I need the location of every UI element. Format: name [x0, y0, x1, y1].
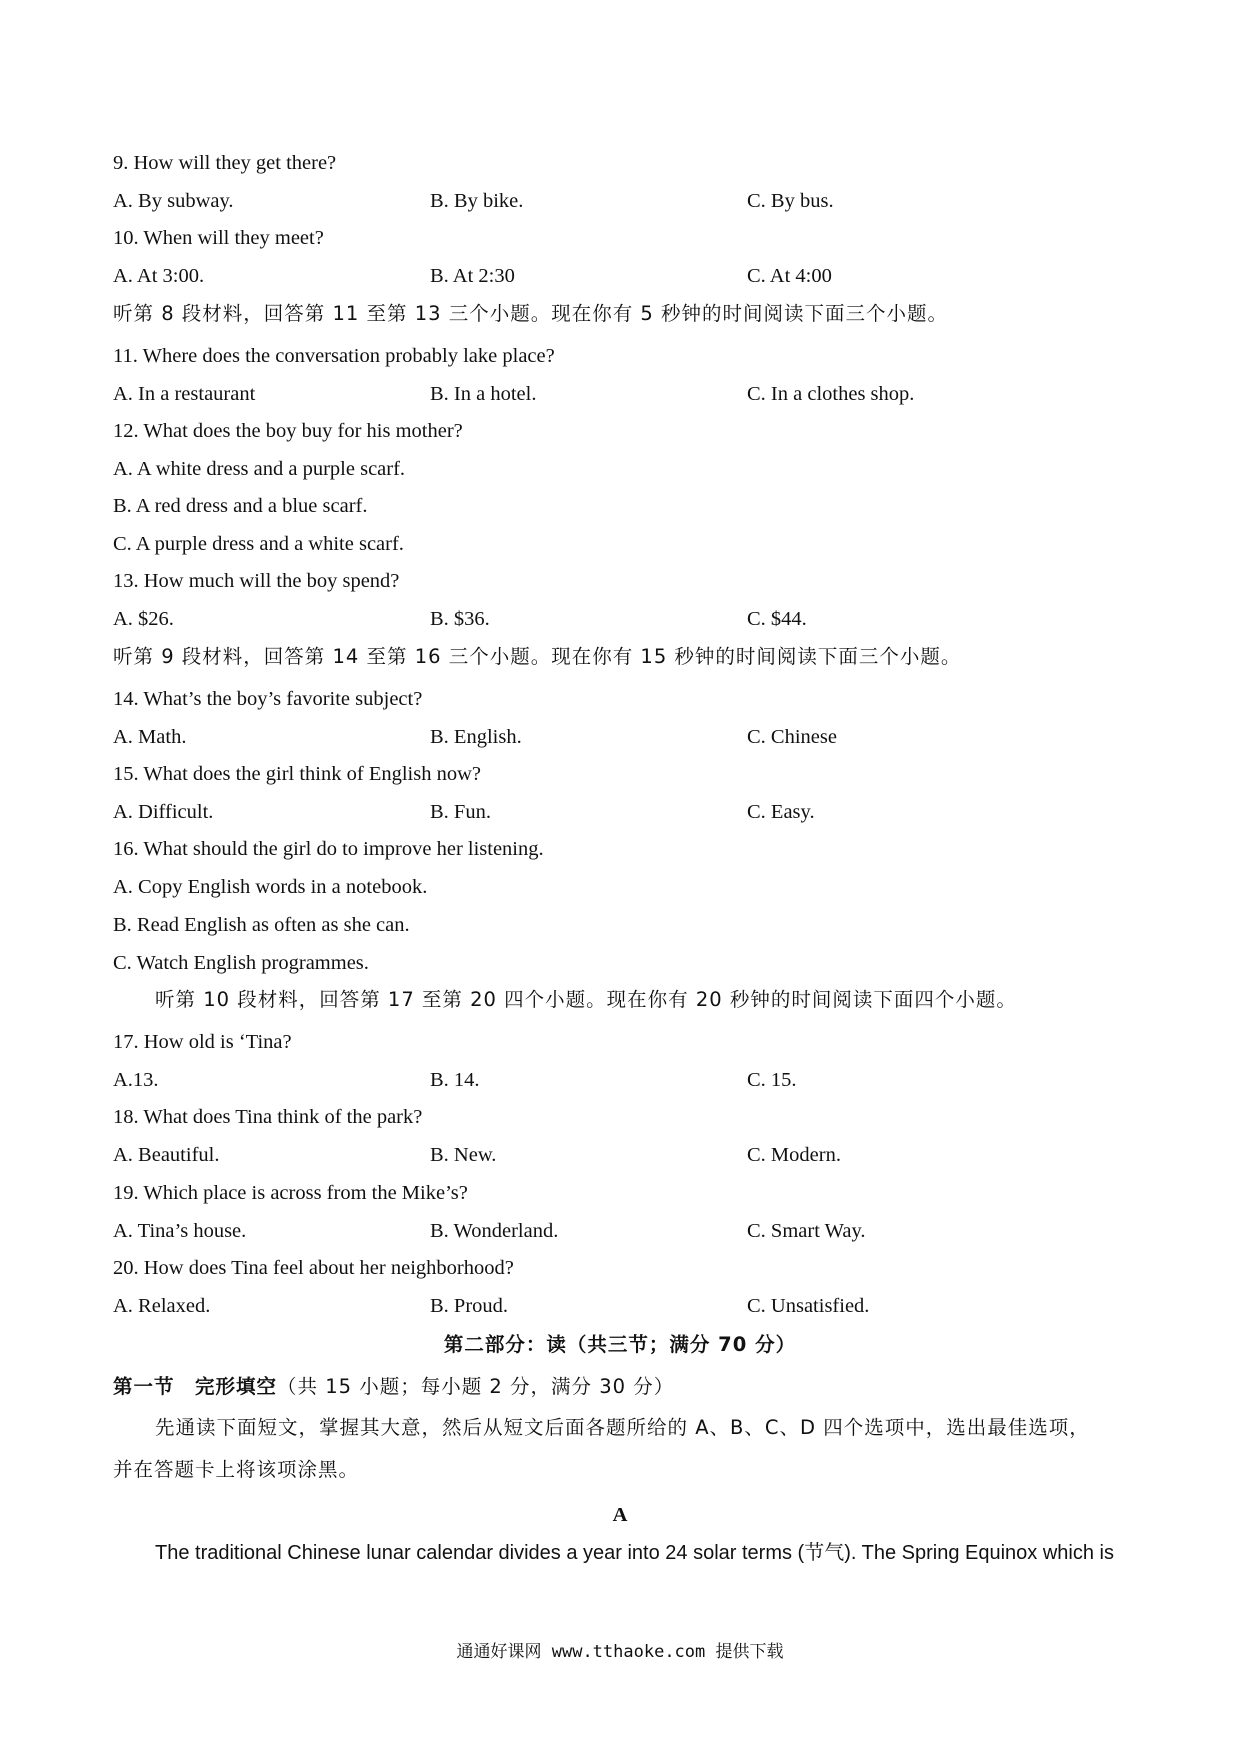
q16-option-c: C. Watch English programmes. — [113, 952, 369, 974]
q15-option-c: C. Easy. — [747, 801, 815, 823]
question-20: 20. How does Tina feel about her neighborhood? — [113, 1257, 514, 1279]
q14-option-b: B. English. — [430, 726, 522, 748]
question-9: 9. How will they get there? — [113, 152, 337, 174]
directions-line-2: 并在答题卡上将该项涂黑。 — [113, 1458, 360, 1481]
q16-option-b: B. Read English as often as she can. — [113, 914, 410, 936]
q19-option-a: A. Tina’s house. — [113, 1220, 247, 1242]
q9-option-a: A. By subway. — [113, 190, 234, 212]
q18-option-c: C. Modern. — [747, 1144, 841, 1166]
q13-option-c: C. $44. — [747, 608, 807, 630]
q12-option-c: C. A purple dress and a white scarf. — [113, 533, 404, 555]
q18-option-b: B. New. — [430, 1144, 497, 1166]
question-16: 16. What should the girl do to improve her listening. — [113, 838, 544, 860]
question-13: 13. How much will the boy spend? — [113, 570, 400, 592]
q20-option-c: C. Unsatisfied. — [747, 1295, 870, 1317]
q14-option-a: A. Math. — [113, 726, 187, 748]
section-one-heading — [113, 1374, 674, 1400]
q17-option-c: C. 15. — [747, 1069, 797, 1091]
q18-option-a: A. Beautiful. — [113, 1144, 220, 1166]
passage-a-line-1: The traditional Chinese lunar calendar divides a year into 24 solar terms (节气). The Spring Equinox which is — [155, 1542, 1114, 1564]
q12-option-b: B. A red dress and a blue scarf. — [113, 495, 368, 517]
q14-option-c: C. Chinese — [747, 726, 837, 748]
q11-option-c: C. In a clothes shop. — [747, 383, 915, 405]
q11-option-a: A. In a restaurant — [113, 383, 256, 405]
q9-option-b: B. By bike. — [430, 190, 524, 212]
q20-option-b: B. Proud. — [430, 1295, 509, 1317]
q9-option-c: C. By bus. — [747, 190, 834, 212]
q15-option-b: B. Fun. — [430, 801, 491, 823]
question-11: 11. Where does the conversation probably lake place? — [113, 345, 555, 367]
q17-option-a: A.13. — [113, 1069, 159, 1091]
q10-option-a: A. At 3:00. — [113, 265, 205, 287]
q11-option-b: B. In a hotel. — [430, 383, 537, 405]
part-two-title: 第二部分：读（共三节；满分 70 分） — [443, 1333, 797, 1356]
instruction-section-8: 听第 8 段材料，回答第 11 至第 13 三个小题。现在你有 5 秒钟的时间阅读下面三个小题。 — [113, 302, 949, 325]
instruction-section-10: 听第 10 段材料，回答第 17 至第 20 四个小题。现在你有 20 秒钟的时间阅读下面四个小题。 — [155, 988, 1017, 1011]
section-one-note: （共 15 小题；每小题 2 分，满分 30 分） — [277, 1375, 675, 1398]
question-19: 19. Which place is across from the Mike’s? — [113, 1182, 468, 1204]
q16-option-a: A. Copy English words in a notebook. — [113, 876, 428, 898]
question-18: 18. What does Tina think of the park? — [113, 1106, 423, 1128]
section-one-title: 第一节 完形填空 — [113, 1375, 278, 1398]
question-14: 14. What’s the boy’s favorite subject? — [113, 688, 423, 710]
q20-option-a: A. Relaxed. — [113, 1295, 211, 1317]
q13-option-a: A. $26. — [113, 608, 174, 630]
question-12: 12. What does the boy buy for his mother? — [113, 420, 463, 442]
instruction-section-9: 听第 9 段材料，回答第 14 至第 16 三个小题。现在你有 15 秒钟的时间阅读下面三个小题。 — [113, 645, 962, 668]
q10-option-c: C. At 4:00 — [747, 265, 832, 287]
q10-option-b: B. At 2:30 — [430, 265, 515, 287]
question-17: 17. How old is ‘Tina? — [113, 1031, 292, 1053]
footer-credit: 通通好课网 www.tthaoke.com 提供下载 — [456, 1642, 784, 1662]
q15-option-a: A. Difficult. — [113, 801, 214, 823]
q12-option-a: A. A white dress and a purple scarf. — [113, 458, 406, 480]
question-10: 10. When will they meet? — [113, 227, 324, 249]
q19-option-b: B. Wonderland. — [430, 1220, 559, 1242]
q13-option-b: B. $36. — [430, 608, 490, 630]
passage-label: A — [612, 1504, 628, 1526]
q19-option-c: C. Smart Way. — [747, 1220, 866, 1242]
directions-line-1: 先通读下面短文，掌握其大意，然后从短文后面各题所给的 A、B、C、D 四个选项中，选出最佳选项， — [155, 1416, 1090, 1439]
q17-option-b: B. 14. — [430, 1069, 480, 1091]
question-15: 15. What does the girl think of English now? — [113, 763, 481, 785]
